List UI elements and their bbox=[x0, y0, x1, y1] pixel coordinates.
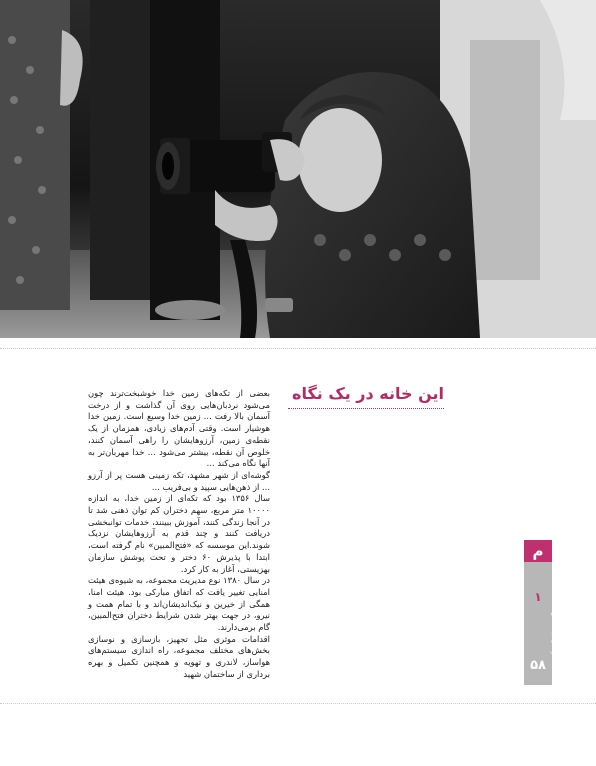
hero-photo bbox=[0, 0, 596, 338]
issue-number: ۱ bbox=[534, 590, 542, 604]
article-body bbox=[88, 388, 270, 681]
title-underline bbox=[288, 408, 444, 409]
magazine-logo-mark: م bbox=[532, 542, 544, 560]
paragraph: بعضی از تکه‌های زمین خدا خوشبخت‌ترند چون می‌شود نردبان‌هایی روی آن گذاشت و از درخت آسمان بالا رفت ... زمین خدا وسیع است. زمین خدا هوشیار است. وقتی آدم‌های زیادی، همزمان از یک نقطه‌ی زمین، آرزوهایشان را راهی آسمان کنند، خلوص آن نقطه، بیشتر می‌شود ... خدا مهربان‌تر به آنها نگاه می‌کند ... bbox=[88, 388, 270, 469]
magazine-masthead-text: ماهنامه فرهنگی، اجتماعی، اطلاع رسانی بنیاد احسان bbox=[550, 580, 563, 654]
photo-illustration bbox=[0, 0, 596, 338]
top-divider bbox=[0, 348, 596, 349]
page-number: ۵۸ bbox=[530, 658, 546, 673]
bottom-divider bbox=[0, 703, 596, 704]
article-title: این خانه در یک نگاه bbox=[292, 384, 444, 403]
paragraph: سال ۱۳۵۶ بود که تکه‌ای از زمین خدا، به اندازه ۱۰۰۰۰ متر مربع، سهم دختران کم توان ذهنی شد تا در آنجا زندگی کنند، آموزش ببینند، خدمات توانبخشی دریافت کنند و چند قدم به آرزوهایشان نزدیک شوند.این موسسه که «فتح‌المبین» نام گرفته است، ابتدا با پذیرش ۶۰ دختر و تحت پوشش سازمان بهزیستی، آغاز به کار کرد. bbox=[88, 493, 270, 574]
paragraph: در سال ۱۳۸۰ نوع مدیریت مجموعه، به شیوه‌ی هیئت امنایی تغییر یافت که اتفاق مبارکی بود. هیئت امنا، همگی از خیرین و نیک‌اندیشان‌اند و با تمام همت و نیرو، در جهت بهتر شدن شرایط دختران فتح‌المبین، گام برمی‌دارند. bbox=[88, 575, 270, 633]
paragraph: اقدامات موثری مثل تجهیز، بازسازی و نوسازی بخش‌های مختلف مجموعه، راه اندازی سیستم‌های هواساز، لاندری و تهویه و همچنین تکمیل و بهره برداری از ساختمان شهید bbox=[88, 633, 270, 679]
paragraph: گوشه‌ای از شهر مشهد، تکه زمینی هست پر از آرزو ... از ذهن‌هایی سپید و بی‌فریب ... bbox=[88, 469, 270, 492]
